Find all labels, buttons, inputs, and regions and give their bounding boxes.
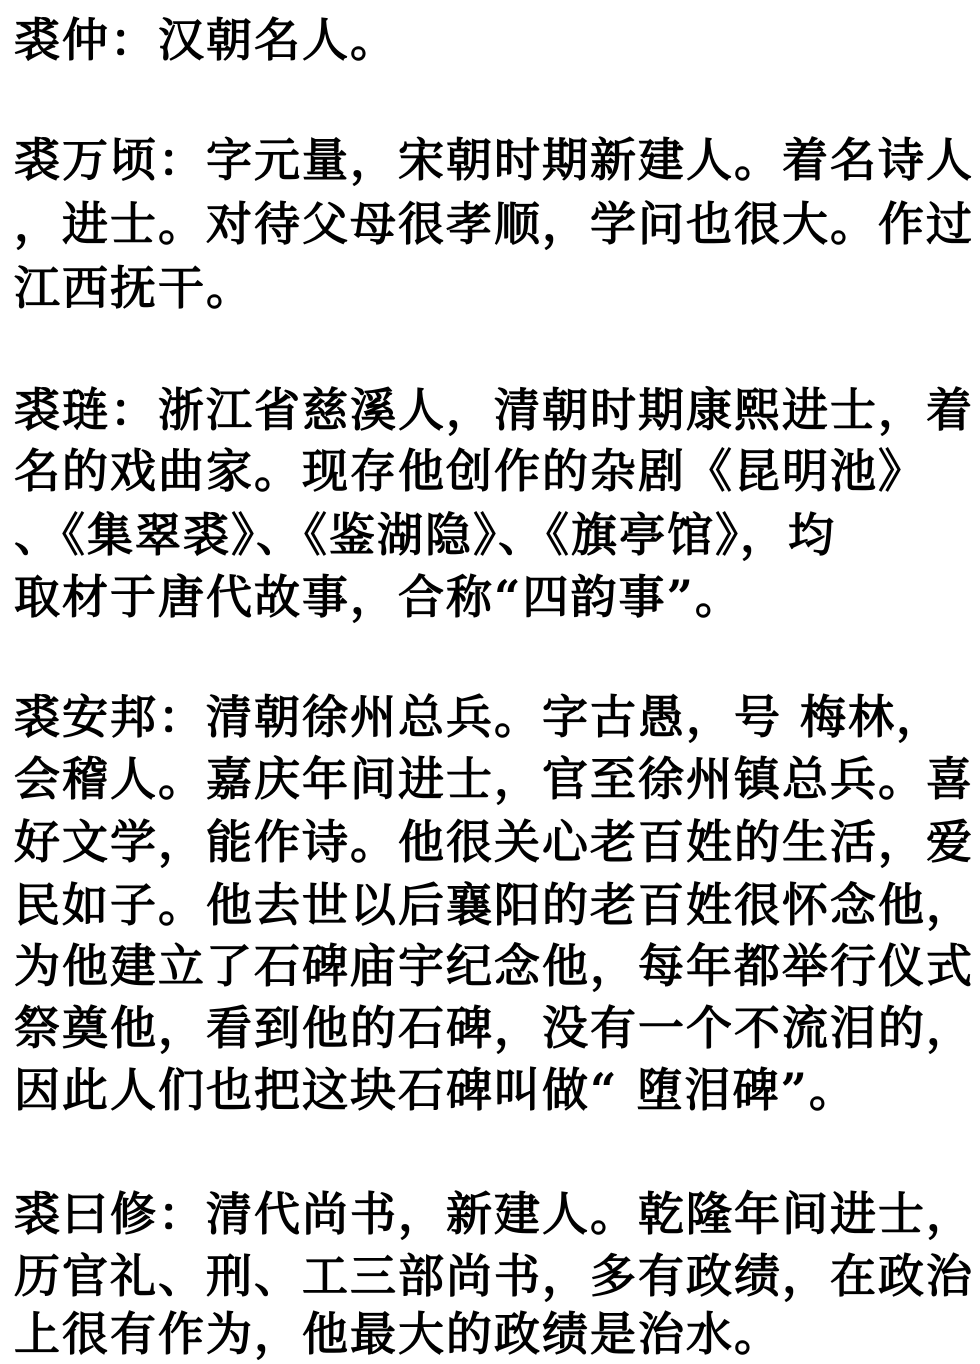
entry-qiu-anbang-line-7: 因此人们也把这块石碑叫做“ 堕泪碑”。: [14, 1063, 857, 1117]
entry-qiu-yuexiu-line-3: 上很有作为，他最大的政绩是治水。: [14, 1307, 782, 1361]
entry-qiu-lian-line-4: 取材于唐代故事，合称“四韵事”。: [14, 570, 743, 624]
entry-qiu-yuexiu-line-1: 裘曰修：清代尚书，新建人。乾隆年间进士，: [14, 1187, 974, 1241]
entry-qiu-wanqing-line-1: 裘万顷：字元量，宋朝时期新建人。着名诗人: [14, 133, 974, 187]
entry-qiu-anbang-line-1: 裘安邦：清朝徐州总兵。字古愚，号 梅林，: [14, 690, 945, 744]
entry-qiu-yuexiu-line-2: 历官礼、刑、工三部尚书，多有政绩，在政治: [14, 1249, 974, 1303]
entry-qiu-lian-line-2: 名的戏曲家。现存他创作的杂剧《昆明池》: [14, 444, 926, 498]
entry-qiu-anbang-line-2: 会稽人。嘉庆年间进士，官至徐州镇总兵。喜: [14, 752, 974, 806]
entry-qiu-anbang-line-3: 好文学，能作诗。他很关心老百姓的生活，爱: [14, 815, 974, 869]
entry-qiu-wanqing-line-3: 江西抚干。: [14, 261, 254, 315]
entry-qiu-lian-line-1: 裘琏：浙江省慈溪人，清朝时期康熙进士，着: [14, 383, 974, 437]
entry-qiu-wanqing-line-2: ，进士。对待父母很孝顺，学问也很大。作过: [14, 197, 974, 251]
entry-qiu-zhong-line-1: 裘仲：汉朝名人。: [14, 13, 398, 67]
entry-qiu-lian-line-3: 、《集翠裘》、《鉴湖隐》、《旗亭馆》，均: [14, 508, 836, 562]
entry-qiu-anbang-line-4: 民如子。他去世以后襄阳的老百姓很怀念他，: [14, 878, 974, 932]
entry-qiu-anbang-line-6: 祭奠他，看到他的石碑，没有一个不流泪的，: [14, 1001, 974, 1055]
entry-qiu-anbang-line-5: 为他建立了石碑庙宇纪念他，每年都举行仪式: [14, 939, 974, 993]
